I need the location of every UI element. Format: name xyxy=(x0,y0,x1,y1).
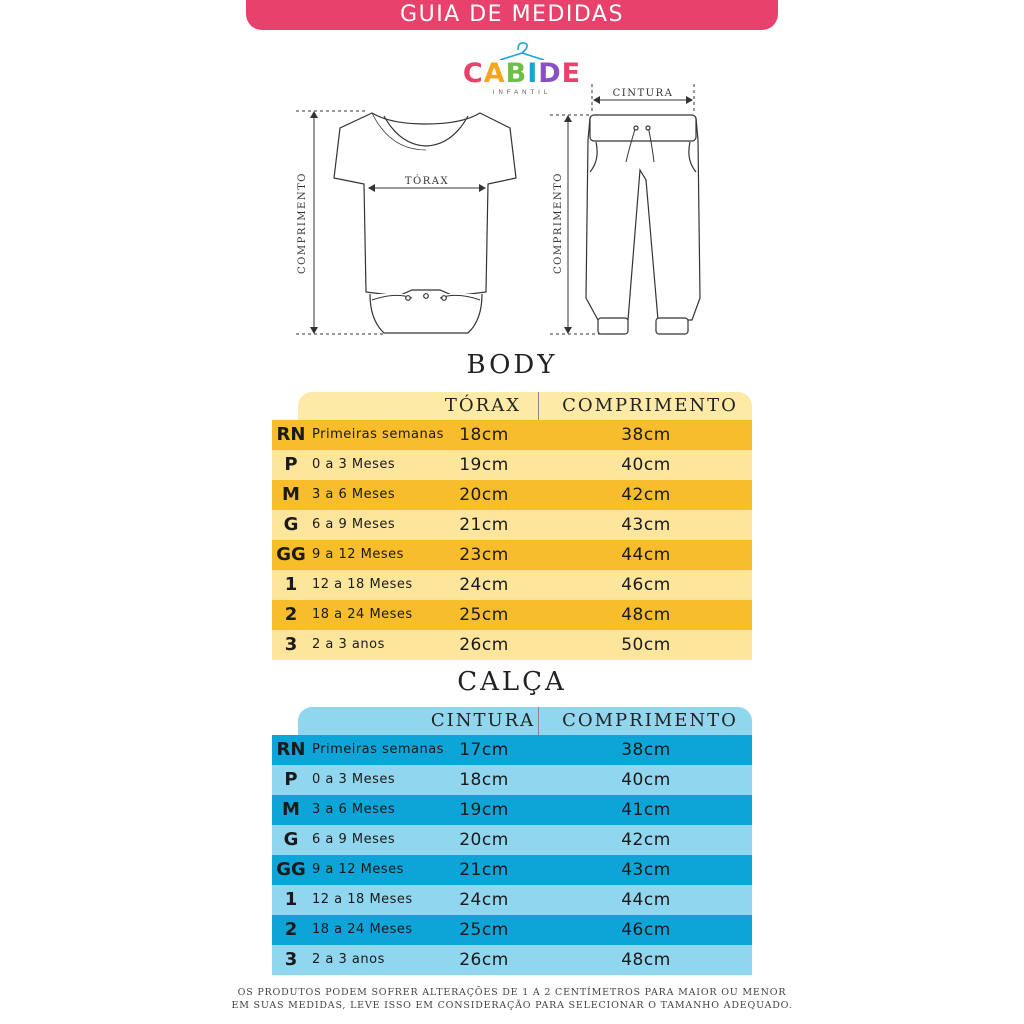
body-col-chest: TÓRAX xyxy=(444,395,522,416)
body-table-header xyxy=(298,392,752,420)
pants-age-cell: 2 a 3 anos xyxy=(312,952,385,967)
pants-length-cell: 43cm xyxy=(621,860,671,880)
body-length-cell: 44cm xyxy=(621,545,671,565)
body-table-row xyxy=(272,420,752,450)
pants-age-cell: Primeiras semanas xyxy=(312,742,444,757)
body-length-cell: 40cm xyxy=(621,455,671,475)
disclaimer-line-2: EM SUAS MEDIDAS, LEVE ISSO EM CONSIDERAÇÃO PARA SELECIONAR O TAMANHO ADEQUADO. xyxy=(231,1000,793,1011)
pants-table-header xyxy=(298,707,752,735)
pants-length-cell: 41cm xyxy=(621,800,671,820)
pants-length-cell: 44cm xyxy=(621,890,671,910)
pants-measure-cell: 24cm xyxy=(459,890,509,910)
pants-table-row xyxy=(272,735,752,765)
body-age-cell: 18 a 24 Meses xyxy=(312,607,413,622)
body-size-cell: 1 xyxy=(284,574,298,595)
pants-table-row xyxy=(272,795,752,825)
body-size-table xyxy=(272,392,752,660)
pants-table-row xyxy=(272,915,752,945)
body-size-cell: 3 xyxy=(284,634,298,655)
pants-table-row xyxy=(272,945,752,975)
body-width-label: TÓRAX xyxy=(404,176,450,187)
body-measure-cell: 26cm xyxy=(459,635,509,655)
pants-size-cell: GG xyxy=(276,859,306,880)
pants-measure-cell: 18cm xyxy=(459,770,509,790)
pants-drawing xyxy=(586,115,700,334)
pants-size-cell: 3 xyxy=(284,949,298,970)
body-length-cell: 48cm xyxy=(621,605,671,625)
pants-measure-cell: 17cm xyxy=(459,740,509,760)
pants-age-cell: 0 a 3 Meses xyxy=(312,772,396,787)
body-measure-cell: 18cm xyxy=(459,425,509,445)
pants-size-table xyxy=(272,707,752,975)
body-length-cell: 42cm xyxy=(621,485,671,505)
body-measure-cell: 23cm xyxy=(459,545,509,565)
pants-size-cell: G xyxy=(283,829,299,850)
body-measure-cell: 25cm xyxy=(459,605,509,625)
pants-table-row xyxy=(272,885,752,915)
body-table-row xyxy=(272,570,752,600)
body-length-cell: 38cm xyxy=(621,425,671,445)
pants-section-title: CALÇA xyxy=(457,667,567,697)
pants-measure-cell: 19cm xyxy=(459,800,509,820)
body-length-cell: 46cm xyxy=(621,575,671,595)
body-table-row xyxy=(272,600,752,630)
body-measure-cell: 20cm xyxy=(459,485,509,505)
disclaimer xyxy=(230,986,794,1012)
pants-length-cell: 46cm xyxy=(621,920,671,940)
pants-age-cell: 9 a 12 Meses xyxy=(312,862,404,877)
bodysuit-drawing xyxy=(334,113,516,333)
pants-size-cell: M xyxy=(282,799,300,820)
logo-letter: I xyxy=(527,58,539,89)
logo-letter: D xyxy=(538,58,562,89)
body-age-cell: 12 a 18 Meses xyxy=(312,577,413,592)
logo-letter: A xyxy=(483,58,506,89)
pants-length-cell: 40cm xyxy=(621,770,671,790)
body-section-title: BODY xyxy=(466,350,558,380)
pants-col-waist: CINTURA xyxy=(430,710,536,731)
disclaimer-line-1: OS PRODUTOS PODEM SOFRER ALTERAÇÕES DE 1 A 2 CENTÍMETROS PARA MAIOR OU MENOR xyxy=(237,987,787,998)
body-size-cell: M xyxy=(282,484,300,505)
body-size-cell: 2 xyxy=(284,604,298,625)
logo-letter: E xyxy=(561,58,582,89)
body-age-cell: 3 a 6 Meses xyxy=(312,487,396,502)
pants-table-row xyxy=(272,855,752,885)
pants-table-row xyxy=(272,765,752,795)
body-age-cell: 6 a 9 Meses xyxy=(312,517,396,532)
logo-subtitle: INFANTIL xyxy=(492,90,552,96)
body-size-cell: P xyxy=(284,454,298,475)
body-col-length: COMPRIMENTO xyxy=(562,395,738,416)
pants-age-cell: 12 a 18 Meses xyxy=(312,892,413,907)
logo-letter: B xyxy=(505,58,528,89)
body-size-cell: GG xyxy=(276,544,306,565)
body-length-cell: 50cm xyxy=(621,635,671,655)
pants-size-cell: 1 xyxy=(284,889,298,910)
body-length-cell: 43cm xyxy=(621,515,671,535)
guide-title: GUIA DE MEDIDAS xyxy=(400,2,624,27)
pants-measure-cell: 25cm xyxy=(459,920,509,940)
pants-age-cell: 6 a 9 Meses xyxy=(312,832,396,847)
pants-length-label: COMPRIMENTO xyxy=(553,172,564,274)
pants-measure-cell: 21cm xyxy=(459,860,509,880)
pants-size-cell: P xyxy=(284,769,298,790)
body-size-cell: G xyxy=(283,514,299,535)
body-measure-cell: 21cm xyxy=(459,515,509,535)
body-size-cell: RN xyxy=(276,424,306,445)
pants-table-row xyxy=(272,825,752,855)
pants-measure-cell: 20cm xyxy=(459,830,509,850)
body-table-row xyxy=(272,540,752,570)
pants-measure-cell: 26cm xyxy=(459,950,509,970)
body-age-cell: 2 a 3 anos xyxy=(312,637,385,652)
body-table-row xyxy=(272,510,752,540)
pants-col-length: COMPRIMENTO xyxy=(562,710,738,731)
pants-length-cell: 48cm xyxy=(621,950,671,970)
body-age-cell: 0 a 3 Meses xyxy=(312,457,396,472)
garment-illustration xyxy=(0,0,1024,350)
pants-waist-label: CINTURA xyxy=(612,88,674,99)
pants-size-cell: RN xyxy=(276,739,306,760)
body-table-row xyxy=(272,630,752,660)
body-length-label: COMPRIMENTO xyxy=(297,172,308,274)
body-table-row xyxy=(272,450,752,480)
body-measure-cell: 19cm xyxy=(459,455,509,475)
pants-age-cell: 3 a 6 Meses xyxy=(312,802,396,817)
body-measure-cell: 24cm xyxy=(459,575,509,595)
pants-size-cell: 2 xyxy=(284,919,298,940)
pants-length-cell: 38cm xyxy=(621,740,671,760)
pants-age-cell: 18 a 24 Meses xyxy=(312,922,413,937)
logo-letter: C xyxy=(462,58,484,89)
pants-length-cell: 42cm xyxy=(621,830,671,850)
body-table-row xyxy=(272,480,752,510)
body-age-cell: 9 a 12 Meses xyxy=(312,547,404,562)
body-age-cell: Primeiras semanas xyxy=(312,427,444,442)
